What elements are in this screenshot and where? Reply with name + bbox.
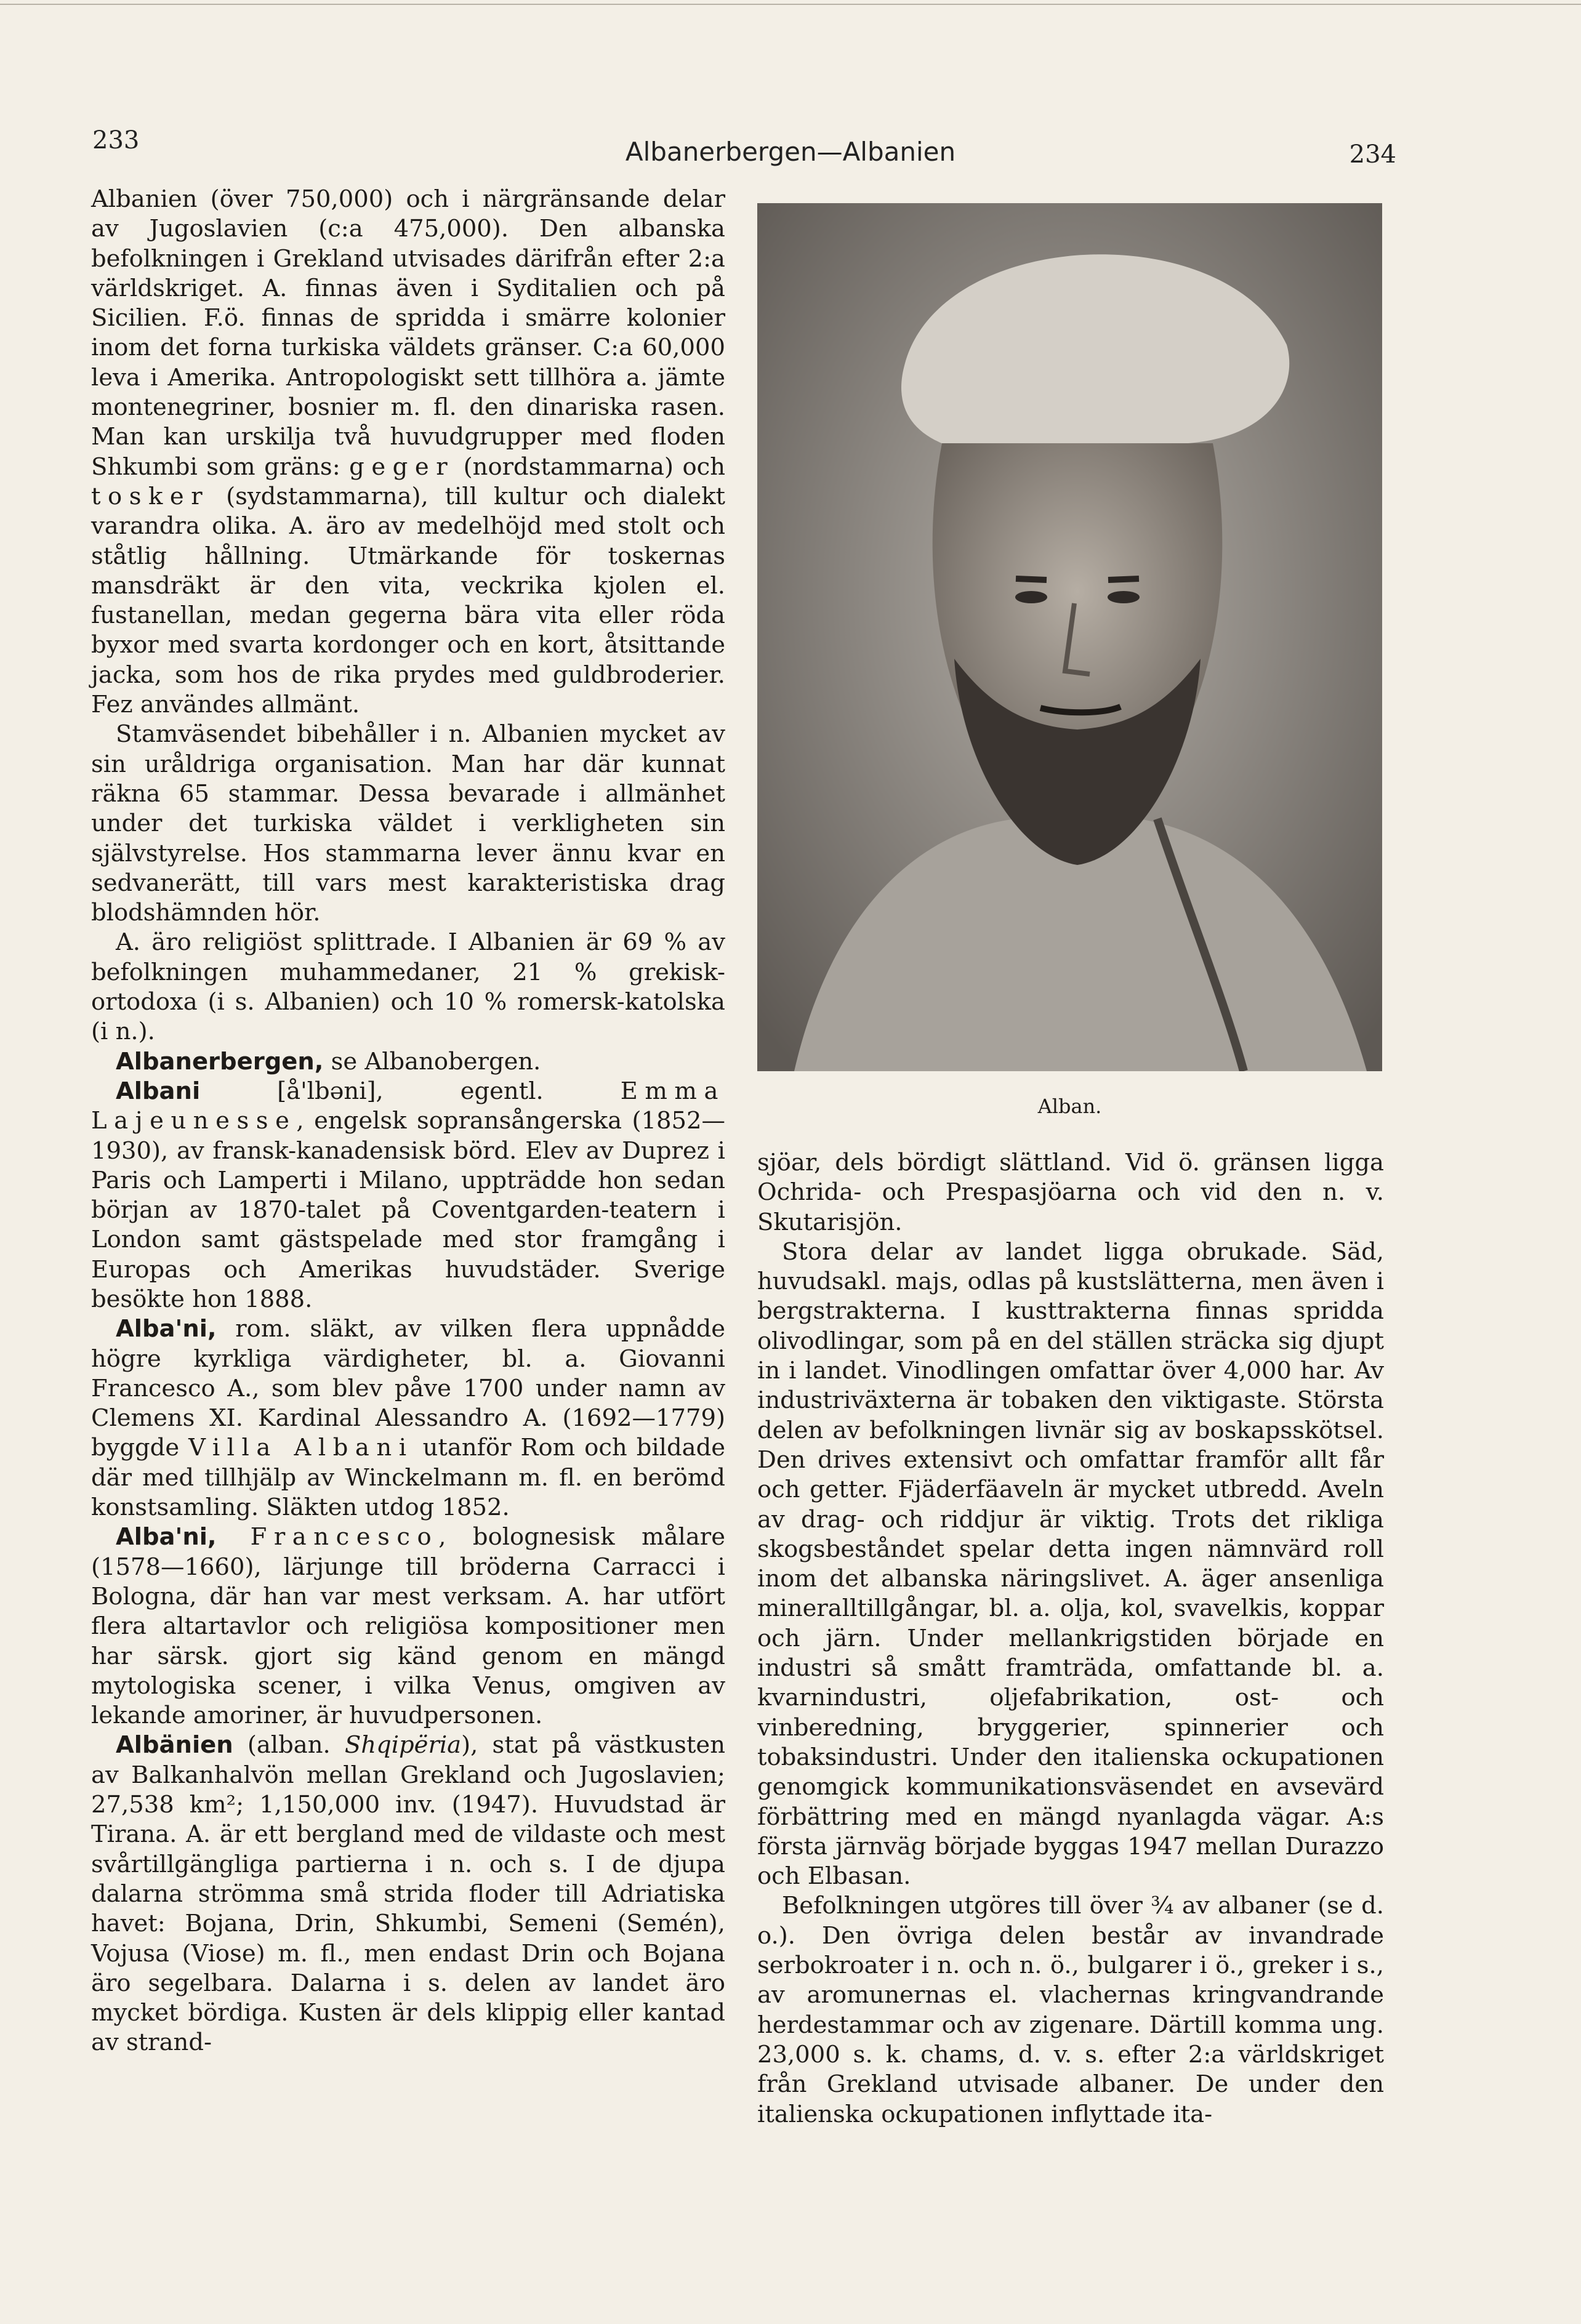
- entry-text: (alban.: [233, 1731, 345, 1759]
- text-run: (sydstammarna), till kultur och dialekt varandra olika. A. äro av medelhöjd med stolt och ståtlig hållning. Utmärkande för toskernas mansdräkt är den vita, veckrika kjolen el. fustanellan, medan gegerna bära vita eller röda byxor med svarta kordonger och en kort, åtsittande jacka, som hos de rika prydes med guldbroderier. Fez användes allmänt.: [91, 482, 725, 719]
- portrait-photo: [757, 203, 1382, 1071]
- person-name: Emma Lajeunesse: [91, 1077, 725, 1135]
- paragraph-population: [91, 185, 725, 720]
- headword: Albänien: [116, 1731, 233, 1759]
- paragraph-economy: Stora delar av landet ligga obrukade. Säd, huvudsakl. majs, odlas på kustslätterna, men även i bergstrakterna. I kusttrakterna finnas spridda olivodlingar, som på en del ställen sträcka sig djupt in i landet. Vinodlingen omfattar över 4,000 har. Av industriväxterna är tobaken den viktigaste. Största delen av befolkningen livnär sig av boskapsskötsel. Den drives extensivt och omfattar framför allt får och getter. Fjäderfäaveln är mycket utbredd. Aveln av drag- och riddjur är viktig. Trots det rikliga skogsbeståndet spelar detta ingen nämnvärd roll inom det albanska näringslivet. A. äger ansenliga mineralltillgångar, bl. a. olja, kol, svavelkis, koppar och järn. Under mellankrigstiden började en industri så smått framträda, omfattande bl. a. kvarnindustri, oljefabrikation, ost- och vinberedning, bryggerier, spinnerier och tobaksindustri. Under den italienska ockupationen genomgick kommunikationsväsendet en avsevärd förbättring med en mängd nyanlagda vägar. A:s första järnväg började byggas 1947 mellan Durazzo och Elbasan.: [757, 1237, 1384, 1891]
- entry-text: rom. släkt, av vilken flera uppnådde högre kyrkliga värdigheter, bl. a. Giovanni Francesco A., som blev påve 1700 under namn av Clemens XI. Kardinal Alessandro A. (1692—1779) byggde: [91, 1315, 725, 1462]
- entry-text: [å'lbəni], egentl.: [200, 1077, 621, 1105]
- page-number-left: 233: [92, 126, 140, 155]
- entry-text: ), stat på västkusten av Balkanhalvön mellan Grekland och Jugoslavien; 27,538 km²; 1,150,000 inv. (1947). Huvudstad är Tirana. A. är ett bergland med de vildaste och mest svårtillgängliga partierna i n. och s. I de djupa dalarna strömma små strida floder till Adriatiska havet: Bojana, Drin, Shkumbi, Semeni (Semén), Vojusa (Viose) m. fl., men endast Drin och Bojana äro segelbara. Dalarna i s. delen av landet äro mycket bördiga. Kusten är dels klippig eller kantad av strand-: [91, 1731, 725, 2057]
- entry-text: utanför Rom och bildade där med tillhjälp av Winckelmann m. fl. en berömd konstsamling. Släkten utdog 1852.: [91, 1434, 726, 1522]
- page-number-right: 234: [1349, 140, 1396, 169]
- entry-albanien: [91, 1731, 725, 2057]
- headword: Albani: [116, 1077, 201, 1105]
- entry-text: , bolognesisk målare (1578—1660), lärjunge till bröderna Carracci i Bologna, där han var mest verksam. A. har utfört flera altartavlor och religiösa kompositioner men har särsk. gjort sig känd genom en mängd mytologiska scener, i vilka Venus, omgiven av lekande amoriner, är huvudpersonen.: [91, 1523, 725, 1730]
- right-column: [757, 1148, 1384, 2129]
- entry-text: se Albanobergen.: [323, 1047, 541, 1076]
- native-name: Shqipëria: [344, 1731, 462, 1759]
- headword: Alba'ni,: [116, 1523, 217, 1551]
- paragraph-religion: A. äro religiöst splittrade. I Albanien är 69 % av befolkningen muhammedaner, 21 % grekisk-ortodoxa (i s. Albanien) och 10 % romersk-katolska (i n.).: [91, 928, 725, 1046]
- term-geger: geger: [349, 452, 455, 481]
- entry-text: , engelsk sopransångerska (1852—1930), av fransk-kanadensisk börd. Elev av Duprez i Paris och Lamperti i Milano, uppträdde hon sedan början av 1870-talet på Coventgarden-teatern i London samt gästspelade med stor framgång i Europas och Amerikas huvudstäder. Sverige besökte hon 1888.: [91, 1107, 725, 1313]
- top-edge-line: [0, 4, 1581, 5]
- entry-albani-francesco: [91, 1522, 725, 1731]
- paragraph-tribes: Stamväsendet bibehåller i n. Albanien mycket av sin uråldriga organisation. Man har där kunnat räkna 65 stammar. Dessa bevarade i allmänhet under det turkiska väldet i verkligheten sin självstyrelse. Hos stammarna lever ännu kvar en sedvanerätt, till vars mest karakteristiska drag blodshämnden hör.: [91, 720, 725, 927]
- headword: Albanerbergen,: [116, 1047, 324, 1076]
- left-column: [91, 185, 725, 2058]
- text-run: Albanien (över 750,000) och i närgränsande delar av Jugoslavien (c:a 475,000). Den albanska befolkningen i Grekland utvisades därifrån efter 2:a världskriget. A. finnas även i Syditalien och på Sicilien. F.ö. finnas de spridda i smärre kolonier inom det forna turkiska väldets gränser. C:a 60,000 leva i Amerika. Antropologiskt sett tillhöra a. jämte montenegriner, bosnier m. fl. den dinariska rasen. Man kan urskilja två huvudgrupper med floden Shkumbi som gräns:: [91, 185, 725, 481]
- headword: Alba'ni,: [116, 1315, 217, 1343]
- running-header: Albanerbergen—Albanien: [625, 137, 956, 167]
- text-run: (nordstammarna) och: [454, 452, 725, 481]
- entry-albani-emma: [91, 1077, 725, 1314]
- portrait-image: [757, 203, 1382, 1071]
- paragraph-lakes: sjöar, dels bördigt slättland. Vid ö. gränsen ligga Ochrida- och Prespasjöarna och vid den n. v. Skutarisjön.: [757, 1149, 1384, 1236]
- term-tosker: tosker: [91, 482, 210, 510]
- entry-albani-family: [91, 1314, 725, 1522]
- entry-albanerbergen: [91, 1047, 725, 1077]
- photo-caption: Alban.: [1037, 1095, 1102, 1118]
- villa-name: Villa Albani: [188, 1434, 414, 1462]
- person-name: Francesco: [216, 1523, 439, 1551]
- paragraph-population-groups: Befolkningen utgöres till över ¾ av albaner (se d. o.). Den övriga delen består av invandrade serbokroater i n. och n. ö., bulgarer i ö., greker i s., av aromunernas el. vlachernas kringvandrande herdestammar och av zigenare. Därtill komma ung. 23,000 s. k. chams, d. v. s. efter 2:a världskriget från Grekland utvisade albaner. De under den italienska ockupationen inflyttade ita-: [757, 1892, 1384, 2128]
